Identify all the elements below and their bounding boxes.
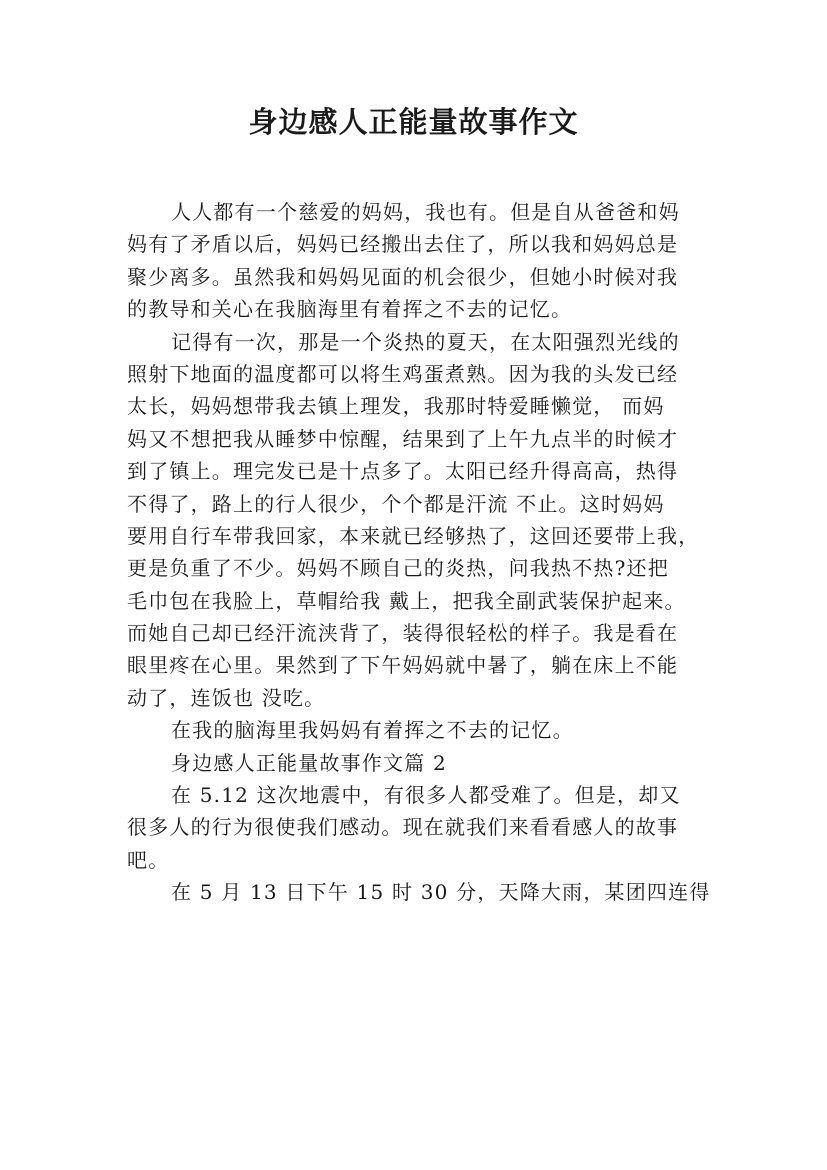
text-line: 人人都有一个慈爱的妈妈，我也有。但是自从爸爸和妈: [171, 200, 680, 224]
document-title: 身边感人正能量故事作文: [248, 105, 579, 139]
text-line: 妈又不想把我从睡梦中惊醒，结果到了上午九点半的时候才: [127, 426, 679, 451]
text-line: 动了，连饭也 没吃。: [127, 685, 326, 710]
text-line: 的教导和关心在我脑海里有着挥之不去的记忆。: [127, 297, 573, 322]
text-line: 妈有了矛盾以后，妈妈已经搬出去住了，所以我和妈妈总是: [127, 232, 679, 257]
text-line: 在 5 月 13 日下午 15 时 30 分，天降大雨，某团四连得: [171, 880, 711, 905]
document-body: [127, 196, 717, 909]
text-line: 太长，妈妈想带我去镇上理发，我那时特爱睡懒觉， 而妈: [127, 394, 665, 419]
text-line: 聚少离多。虽然我和妈妈见面的机会很少，但她小时候对我: [127, 264, 679, 289]
text-line: 吧。: [127, 847, 170, 872]
text-line: 在我的脑海里我妈妈有着挥之不去的记忆。: [171, 718, 574, 743]
section-heading: 身边感人正能量故事作文篇 2: [171, 750, 447, 775]
text-line: 很多人的行为很使我们感动。现在就我们来看看感人的故事: [127, 815, 679, 840]
text-line: 更是负重了不少。妈妈不顾自己的炎热，问我热不热?还把: [127, 556, 669, 581]
text-line: 在 5.12 这次地震中，有很多人都受难了。但是，却又: [171, 783, 681, 808]
text-line: 要用自行车带我回家，本来就已经够热了，这回还要带上我，: [127, 523, 700, 548]
text-line: 眼里疼在心里。果然到了下午妈妈就中暑了，躺在床上不能: [127, 653, 679, 678]
text-line: 毛巾包在我脸上，草帽给我 戴上，把我全副武装保护起来。: [127, 588, 686, 613]
text-line: 照射下地面的温度都可以将生鸡蛋煮熟。因为我的头发已经: [127, 361, 679, 386]
text-line: 到了镇上。理完发已是十点多了。太阳已经升得高高，热得: [127, 459, 679, 484]
text-line: 不得了，路上的行人很少，个个都是汗流 不止。这时妈妈: [127, 491, 665, 516]
text-line: 记得有一次，那是一个炎热的夏天，在太阳强烈光线的: [171, 329, 680, 354]
text-line: 而她自己却已经汗流浃背了，装得很轻松的样子。我是看在: [127, 621, 679, 646]
